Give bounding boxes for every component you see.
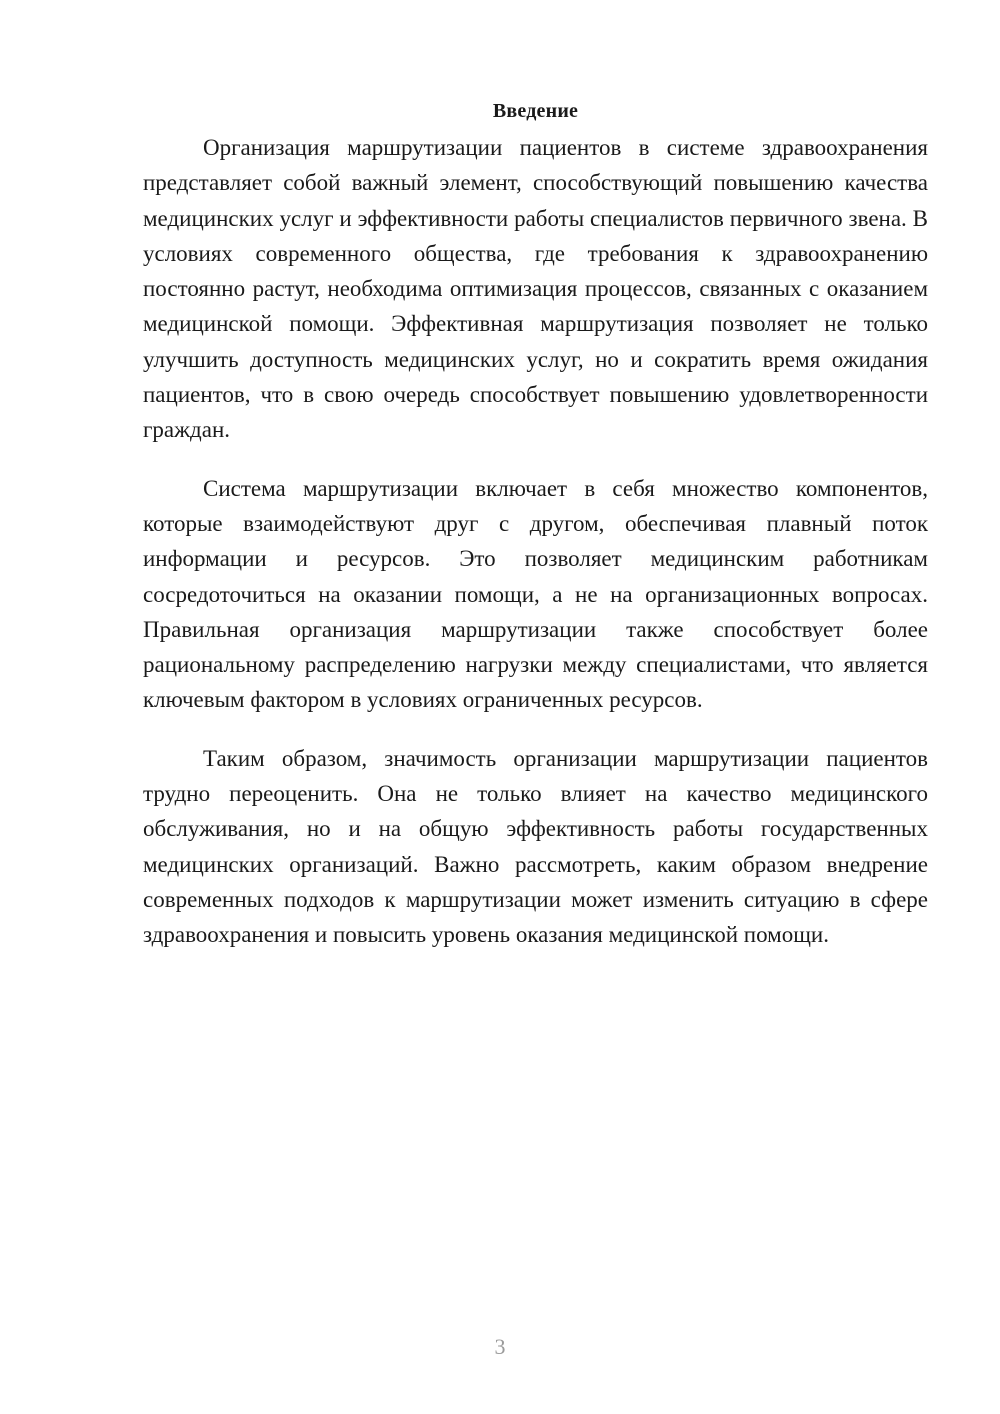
paragraph-2: Система маршрутизации включает в себя множество компонентов, которые взаимодействуют друг с другом, обеспечивая плавный поток информации и ресурсов. Это позволяет медицинским работникам сосредоточиться на оказании помощи, а не на организационных вопросах. Правильная организация маршрутизации также способствует более рациональному распределению нагрузки между специалистами, что является ключевым фактором в условиях ограниченных ресурсов.	[143, 475, 928, 713]
paragraph-3: Таким образом, значимость организации маршрутизации пациентов трудно переоценить. Она не только влияет на качество медицинского обслуживания, но и на общую эффективность работы государственных медицинских организаций. Важно рассмотреть, каким образом внедрение современных подходов к маршрутизации может изменить ситуацию в сфере здравоохранения и повысить уровень оказания медицинской помощи.	[143, 745, 928, 948]
section-title: Введение	[492, 100, 579, 122]
page-number: 3	[494, 1334, 506, 1359]
paragraph-1: Организация маршрутизации пациентов в системе здравоохранения представляет собой важный элемент, способствующий повышению качества медицинских услуг и эффективности работы специалистов первичного звена. В условиях современного общества, где требования к здравоохранению постоянно растут, необходима оптимизация процессов, связанных с оказанием медицинской помощи. Эффективная маршрутизация позволяет не только улучшить доступность медицинских услуг, но и сократить время ожидания пациентов, что в свою очередь способствует повышению удовлетворенности граждан.	[143, 135, 928, 443]
page-content	[143, 96, 928, 976]
